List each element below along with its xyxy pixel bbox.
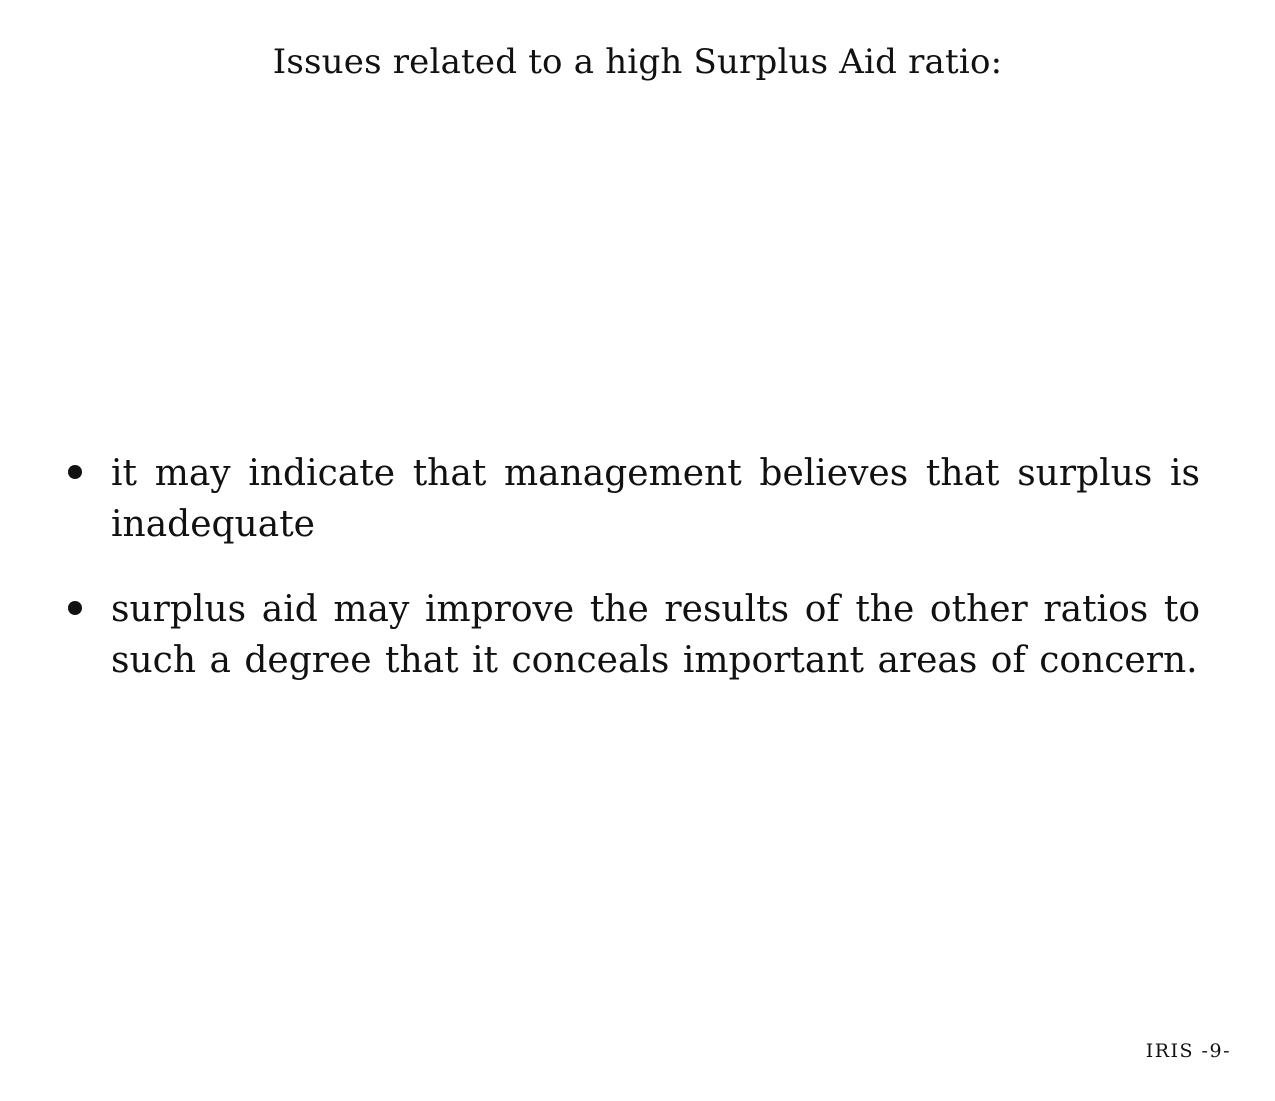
list-item-text: surplus aid may improve the results of the other ratios to such a degree that it conceals important areas of concern. — [111, 589, 1200, 681]
bullet-list — [68, 448, 1200, 720]
bullet-dot-icon — [68, 465, 82, 479]
footer-page-label: IRIS -9- — [1145, 1040, 1231, 1062]
list-item — [68, 584, 1200, 686]
page-title: Issues related to a high Surplus Aid ratio: — [272, 42, 1003, 82]
list-item — [68, 448, 1200, 550]
bullet-dot-icon — [68, 601, 82, 615]
list-item-text: it may indicate that management believes that surplus is inadequate — [111, 453, 1200, 545]
